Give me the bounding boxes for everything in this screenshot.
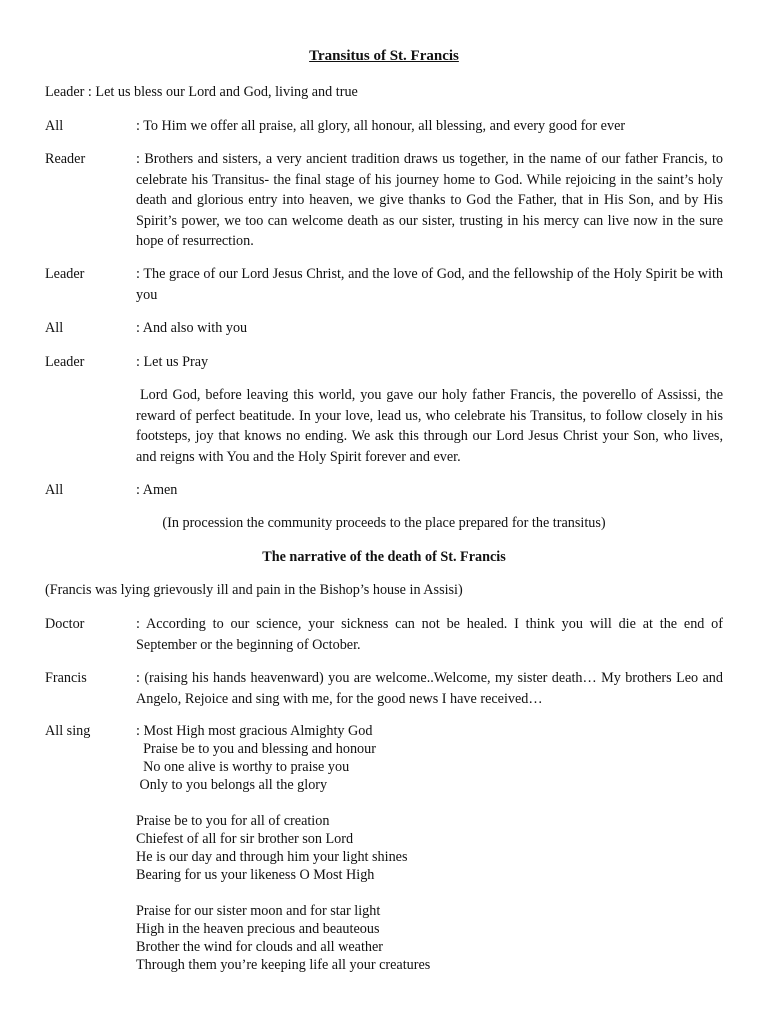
entry-text: : Brothers and sisters, a very ancient tradition draws us together, in the name of our father Francis, to celebrate his Transitus- the final stage of his journey home to God. While rejoicing in the saint’s holy death and glorious entry into heaven, we give thanks to God the Father, that in His Son, and by His Spirit’s power, we too can welcome death as our sister, trusting in his mercy can live now in the sure hope of resurrection. bbox=[136, 151, 723, 249]
lyric-line: : Most High most gracious Almighty God bbox=[136, 723, 373, 739]
entry-text: : The grace of our Lord Jesus Christ, and the love of God, and the fellowship of the Holy Spirit be with you bbox=[136, 266, 723, 303]
speaker-label: All bbox=[45, 118, 64, 134]
prayer-paragraph: Lord God, before leaving this world, you gave our holy father Francis, the poverello of Assissi, the reward of perfect beatitude. In your love, lead us, who celebrate his Transitus, to follow closely in his footsteps, joy that knows no ending. We ask this through our Lord Jesus Christ your Son, who lives, and reigns with You and the Holy Spirit forever and ever. bbox=[136, 387, 723, 465]
lyric-line: Through them you’re keeping life all your creatures bbox=[136, 957, 431, 973]
speaker-label: All bbox=[45, 320, 64, 336]
entry-text: : Amen bbox=[136, 482, 178, 498]
speaker-label: Leader bbox=[45, 266, 85, 282]
lyric-line: Chiefest of all for sir brother son Lord bbox=[136, 831, 354, 847]
procession-note: (In procession the community proceeds to the place prepared for the transitus) bbox=[162, 515, 606, 531]
lyric-line: No one alive is worthy to praise you bbox=[136, 759, 350, 775]
lyric-line: He is our day and through him your light shines bbox=[136, 849, 408, 865]
entry-text: : And also with you bbox=[136, 320, 248, 336]
dialogue-text: : (raising his hands heavenward) you are welcome..Welcome, my sister death… My brothers Leo and Angelo, Rejoice and sing with me, for the good news I have received… bbox=[136, 670, 723, 707]
lyric-line: Only to you belongs all the glory bbox=[136, 777, 328, 793]
speaker-label: All sing bbox=[45, 723, 91, 739]
opening-leader-line: Leader : Let us bless our Lord and God, living and true bbox=[45, 84, 358, 100]
entry-text: : To Him we offer all praise, all glory, all honour, all blessing, and every good for ever bbox=[136, 118, 626, 134]
lyric-line: Bearing for us your likeness O Most High bbox=[136, 867, 375, 883]
speaker-label: Leader bbox=[45, 354, 85, 370]
dialogue-text: : According to our science, your sickness can not be healed. I think you will die at the end of September or the beginning of October. bbox=[136, 616, 723, 653]
speaker-label: Francis bbox=[45, 670, 87, 686]
page-title: Transitus of St. Francis bbox=[309, 48, 459, 64]
stanza-gap bbox=[136, 794, 430, 812]
stanza-gap bbox=[136, 884, 430, 902]
song-lyrics bbox=[136, 722, 430, 974]
entry-text: : Let us Pray bbox=[136, 354, 209, 370]
lyric-line: Praise for our sister moon and for star light bbox=[136, 903, 381, 919]
narrative-heading: The narrative of the death of St. Francis bbox=[262, 549, 506, 565]
speaker-label: All bbox=[45, 482, 64, 498]
lyric-line: High in the heaven precious and beauteous bbox=[136, 921, 380, 937]
narrative-note: (Francis was lying grievously ill and pain in the Bishop’s house in Assisi) bbox=[45, 582, 463, 598]
lyric-line: Brother the wind for clouds and all weather bbox=[136, 939, 384, 955]
speaker-label: Reader bbox=[45, 151, 86, 167]
lyric-line: Praise be to you and blessing and honour bbox=[136, 741, 376, 757]
speaker-label: Doctor bbox=[45, 616, 85, 632]
lyric-line: Praise be to you for all of creation bbox=[136, 813, 330, 829]
